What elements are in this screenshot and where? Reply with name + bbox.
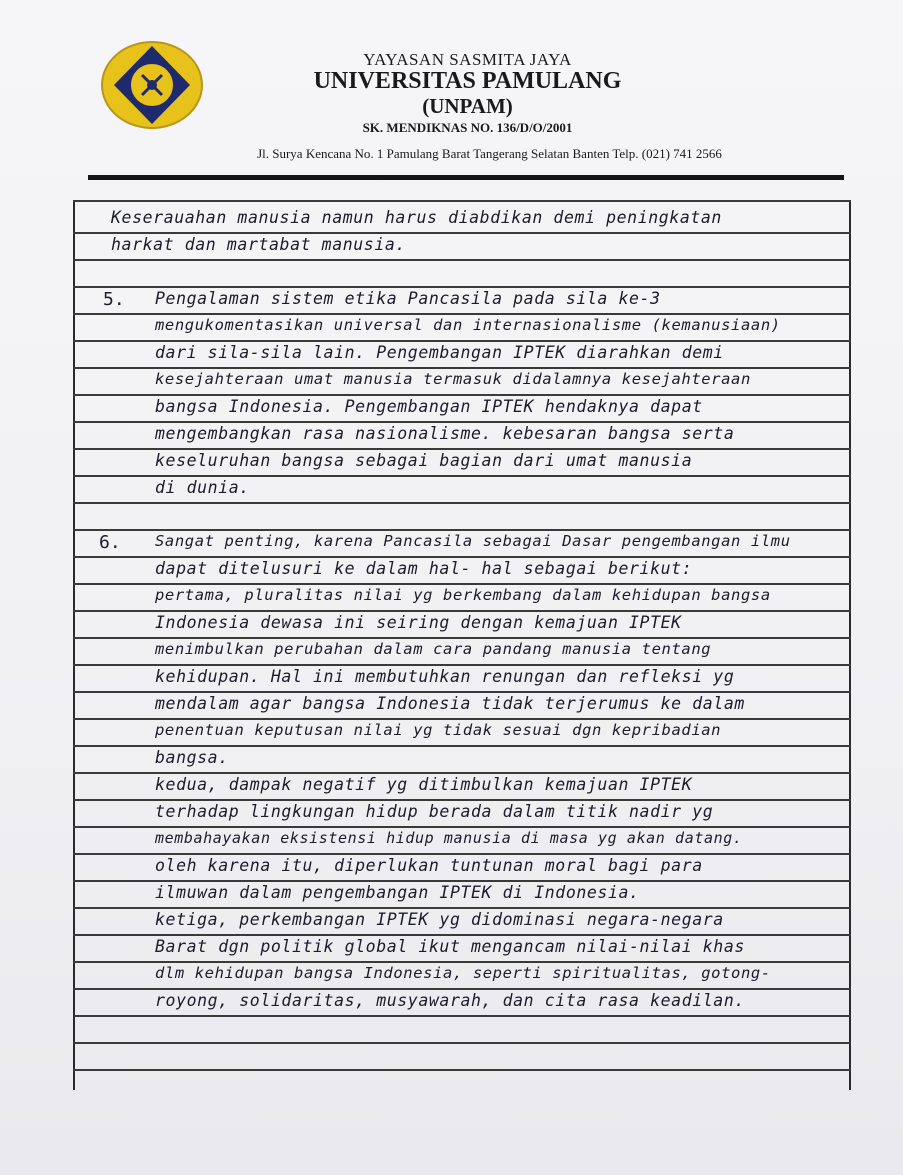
university-abbreviation: (UNPAM) — [422, 94, 513, 118]
ruled-line — [73, 637, 851, 639]
ruled-line — [73, 664, 851, 666]
ruled-line — [73, 340, 851, 342]
ruled-line — [73, 232, 851, 234]
item6-line: Barat dgn politik global ikut mengancam nilai-nilai khas — [155, 937, 745, 956]
foundation-name: YAYASAN SASMITA JAYA — [363, 50, 572, 69]
item6-line: mendalam agar bangsa Indonesia tidak terjerumus ke dalam — [155, 694, 745, 713]
item-number: 6. — [99, 532, 121, 553]
item6-line: royong, solidaritas, musyawarah, dan cita rasa keadilan. — [155, 991, 745, 1010]
intro-line: Keserauahan manusia namun harus diabdikan demi peningkatan — [111, 208, 722, 227]
item-number: 5. — [103, 289, 125, 310]
item6-line: Sangat penting, karena Pancasila sebagai Dasar pengembangan ilmu — [155, 532, 791, 550]
ruled-line — [73, 772, 851, 774]
item6-line: dapat ditelusuri ke dalam hal- hal sebagai berikut: — [155, 559, 693, 578]
ruled-line — [73, 934, 851, 936]
item6-line: pertama, pluralitas nilai yg berkembang dalam kehidupan bangsa — [155, 586, 771, 604]
item5-line: kesejahteraan umat manusia termasuk didalamnya kesejahteraan — [155, 370, 751, 388]
item5-line: mengukomentasikan universal dan internasionalisme (kemanusiaan) — [155, 316, 781, 334]
ruled-line — [73, 529, 851, 531]
ruled-line — [73, 583, 851, 585]
ruled-line — [73, 448, 851, 450]
item6-line: membahayakan eksistensi hidup manusia di masa yg akan datang. — [155, 829, 743, 847]
ruled-line — [73, 200, 851, 202]
ruled-line — [73, 907, 851, 909]
ruled-line — [73, 853, 851, 855]
decree-number: SK. MENDIKNAS NO. 136/D/O/2001 — [362, 120, 573, 135]
ruled-line — [73, 691, 851, 693]
ruled-line — [73, 799, 851, 801]
left-margin-line — [73, 200, 75, 1090]
ruled-line — [73, 475, 851, 477]
letterhead — [0, 0, 903, 180]
ruled-line — [73, 745, 851, 747]
item6-line: ketiga, perkembangan IPTEK yg didominasi negara-negara — [155, 910, 724, 929]
ruled-line — [73, 367, 851, 369]
ruled-line — [73, 880, 851, 882]
ruled-line — [73, 826, 851, 828]
ruled-line — [73, 1042, 851, 1044]
ruled-line — [73, 610, 851, 612]
item6-line: ilmuwan dalam pengembangan IPTEK di Indonesia. — [155, 883, 640, 902]
ruled-line — [73, 259, 851, 261]
lined-writing-area — [73, 200, 851, 1090]
item5-line: di dunia. — [155, 478, 250, 497]
item5-line: Pengalaman sistem etika Pancasila pada sila ke-3 — [155, 289, 661, 308]
item6-line: kehidupan. Hal ini membutuhkan renungan dan refleksi yg — [155, 667, 735, 686]
intro-line: harkat dan martabat manusia. — [111, 235, 406, 254]
item5-line: bangsa Indonesia. Pengembangan IPTEK hendaknya dapat — [155, 397, 703, 416]
item5-line: dari sila-sila lain. Pengembangan IPTEK diarahkan demi — [155, 343, 724, 362]
item6-line: menimbulkan perubahan dalam cara pandang manusia tentang — [155, 640, 712, 658]
ruled-line — [73, 313, 851, 315]
ruled-line — [73, 988, 851, 990]
ruled-line — [73, 961, 851, 963]
ruled-line — [73, 421, 851, 423]
ruled-line — [73, 1069, 851, 1071]
item6-line: dlm kehidupan bangsa Indonesia, seperti spiritualitas, gotong- — [155, 964, 771, 982]
ruled-line — [73, 502, 851, 504]
item5-line: mengembangkan rasa nasionalisme. kebesaran bangsa serta — [155, 424, 735, 443]
ruled-line — [73, 718, 851, 720]
item5-line: keseluruhan bangsa sebagai bagian dari umat manusia — [155, 451, 693, 470]
address: Jl. Surya Kencana No. 1 Pamulang Barat Tangerang Selatan Banten Telp. (021) 741 2566 — [257, 146, 722, 161]
item6-line: terhadap lingkungan hidup berada dalam titik nadir yg — [155, 802, 714, 821]
item6-line: Indonesia dewasa ini seiring dengan kemajuan IPTEK — [155, 613, 682, 632]
ruled-line — [73, 1015, 851, 1017]
university-name: UNIVERSITAS PAMULANG — [313, 68, 622, 94]
item6-line: oleh karena itu, diperlukan tuntunan moral bagi para — [155, 856, 703, 875]
item6-line: bangsa. — [155, 748, 229, 767]
ruled-line — [73, 394, 851, 396]
ruled-line — [73, 556, 851, 558]
ruled-line — [73, 286, 851, 288]
header-divider — [88, 175, 844, 180]
item6-line: kedua, dampak negatif yg ditimbulkan kemajuan IPTEK — [155, 775, 693, 794]
item6-line: penentuan keputusan nilai yg tidak sesuai dgn kepribadian — [155, 721, 722, 739]
